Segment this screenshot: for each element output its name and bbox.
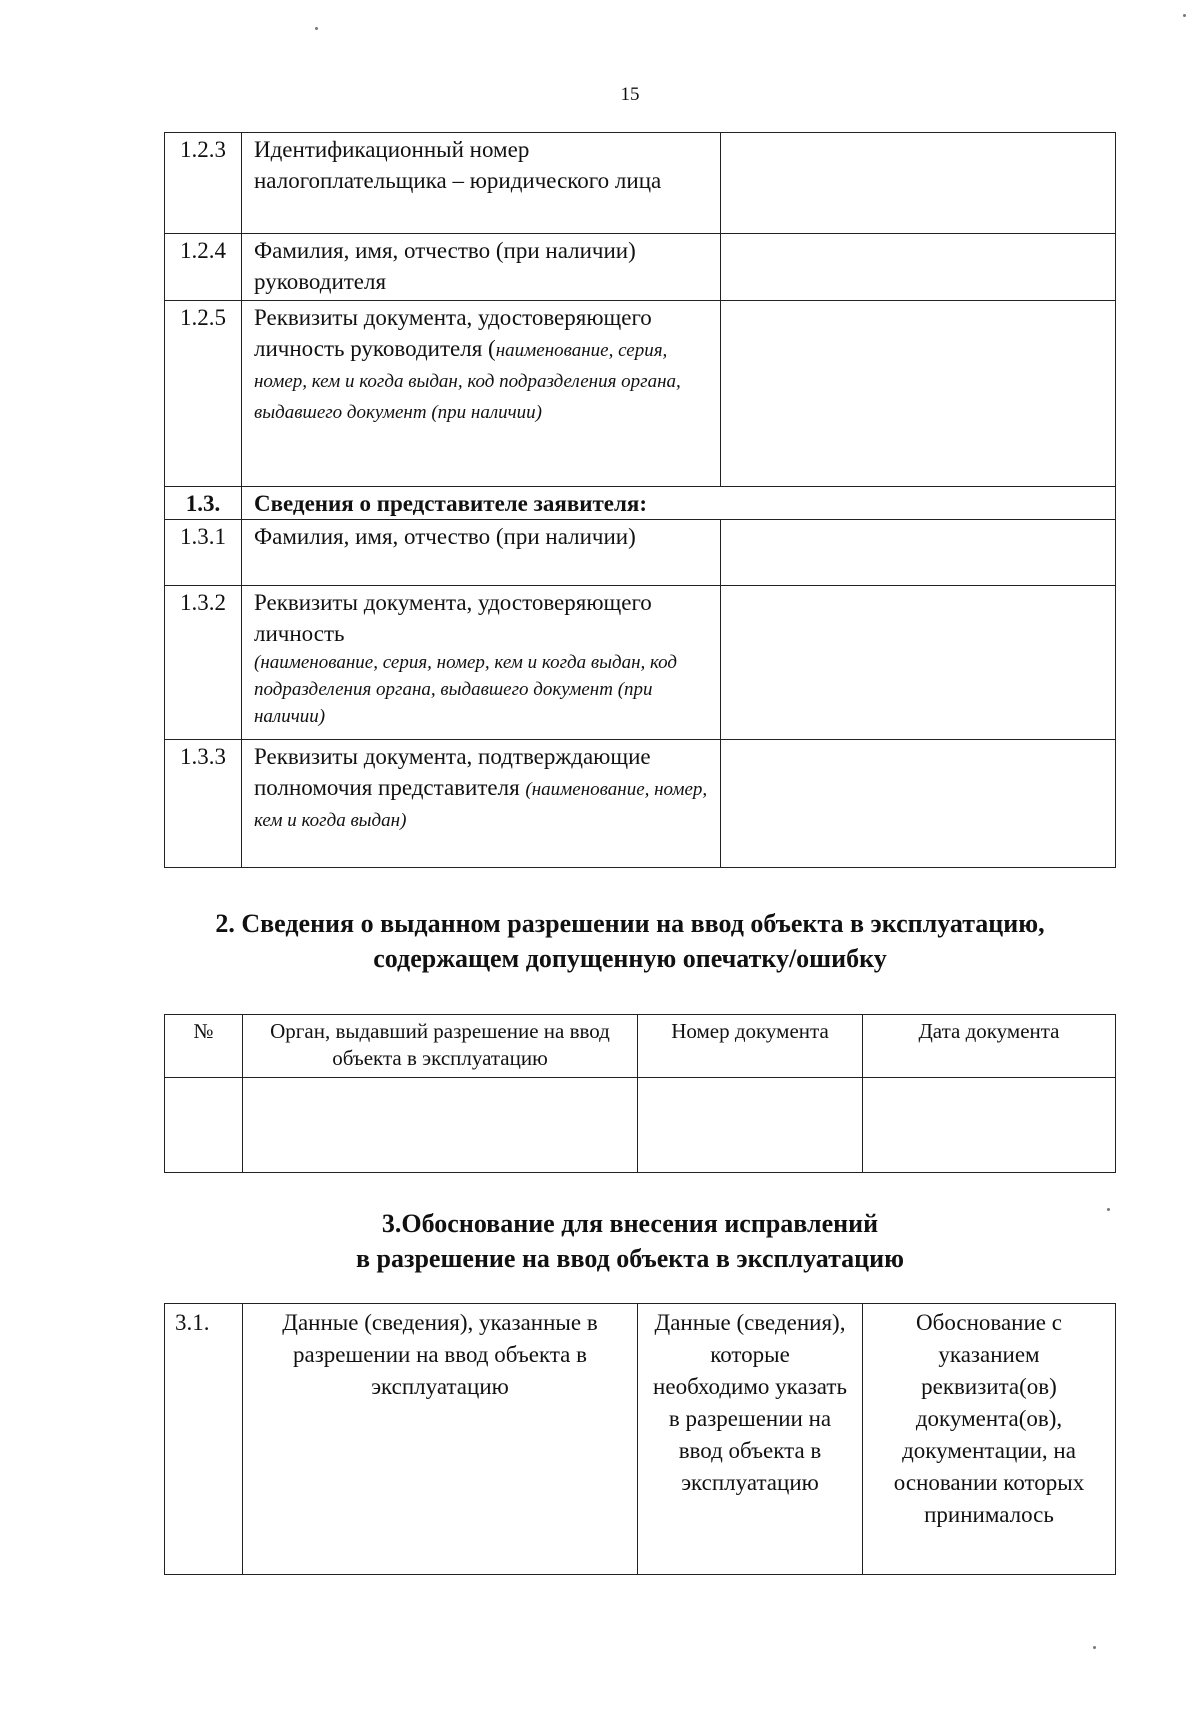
row-label-main: Фамилия, имя, отчество (при наличии)	[254, 524, 636, 549]
row-label	[242, 301, 721, 487]
authority-cell[interactable]	[243, 1078, 638, 1173]
section-number: 1.3.	[165, 487, 242, 520]
row-label: Идентификационный номер налогоплательщика – юридического лица	[242, 133, 721, 234]
row-number: 1.3.3	[165, 740, 242, 868]
row-label	[242, 740, 721, 868]
row-label	[242, 586, 721, 740]
table-row	[165, 301, 1116, 487]
row-label-note: наименование, серия, номер, кем и когда выдан, код подразделения органа, выдавшего документ (при наличии)	[254, 340, 681, 423]
section-2-heading-line1: 2. Сведения о выданном разрешении на ввод объекта в эксплуатацию,	[215, 909, 1045, 938]
row-number: 1.3.1	[165, 520, 242, 586]
row-label-main: Реквизиты документа, удостоверяющего личность руководителя (	[254, 305, 652, 361]
applicant-info-table	[164, 132, 1116, 868]
row-label-note: (наименование, серия, номер, кем и когда выдан, код подразделения органа, выдавшего документ (при наличии)	[254, 652, 678, 727]
column-header-doc-date: Дата документа	[863, 1015, 1116, 1078]
scan-speck	[315, 27, 318, 30]
section-3-heading	[0, 1206, 1200, 1276]
number-cell[interactable]	[165, 1078, 243, 1173]
row-label-main: Реквизиты документа, подтверждающие полномочия представителя	[254, 744, 651, 800]
table-row	[165, 586, 1116, 740]
correction-basis-table	[164, 1303, 1116, 1575]
section-3-heading-line2: в разрешение на ввод объекта в эксплуатацию	[356, 1244, 904, 1273]
row-number: 1.3.2	[165, 586, 242, 740]
row-label: Фамилия, имя, отчество (при наличии) руководителя	[242, 234, 721, 301]
column-header-number: №	[165, 1015, 243, 1078]
value-cell[interactable]	[721, 301, 1116, 487]
table-row	[165, 1078, 1116, 1173]
table-header-row	[165, 1015, 1116, 1078]
table-row	[165, 1304, 1116, 1575]
table-row	[165, 487, 1116, 520]
value-cell[interactable]	[721, 133, 1116, 234]
section-2-heading-line2: содержащем допущенную опечатку/ошибку	[373, 944, 887, 973]
value-cell[interactable]	[721, 586, 1116, 740]
section-3-heading-line1: 3.Обоснование для внесения исправлений	[381, 1209, 879, 1238]
table-row	[165, 234, 1116, 301]
doc-number-cell[interactable]	[638, 1078, 863, 1173]
row-label-main: Реквизиты документа, удостоверяющего личность	[254, 590, 652, 646]
value-cell[interactable]	[721, 234, 1116, 301]
scan-speck	[1183, 14, 1186, 17]
permit-info-table	[164, 1014, 1116, 1173]
column-header-authority: Орган, выдавший разрешение на ввод объекта в эксплуатацию	[243, 1015, 638, 1078]
column-header-existing-data: Данные (сведения), указанные в разрешении на ввод объекта в эксплуатацию	[243, 1304, 638, 1575]
value-cell[interactable]	[721, 740, 1116, 868]
row-label-note: (наименование, номер, кем и когда выдан)	[254, 779, 708, 831]
section-title: Сведения о представителе заявителя:	[242, 487, 1116, 520]
row-label	[242, 520, 721, 586]
section-2-heading	[0, 906, 1200, 976]
table-row	[165, 740, 1116, 868]
row-number: 1.2.3	[165, 133, 242, 234]
row-number: 1.2.4	[165, 234, 242, 301]
page-number: 15	[620, 84, 640, 105]
table-row	[165, 520, 1116, 586]
scan-speck	[1093, 1646, 1096, 1649]
value-cell[interactable]	[721, 520, 1116, 586]
column-header-new-data: Данные (сведения), которые необходимо указать в разрешении на ввод объекта в эксплуатацию	[638, 1304, 863, 1575]
column-header-justification: Обоснование с указанием реквизита(ов) документа(ов), документации, на основании которых принималось	[863, 1304, 1116, 1575]
column-header-doc-number: Номер документа	[638, 1015, 863, 1078]
row-number: 1.2.5	[165, 301, 242, 487]
doc-date-cell[interactable]	[863, 1078, 1116, 1173]
table-row	[165, 133, 1116, 234]
row-number: 3.1.	[165, 1304, 243, 1575]
scan-speck	[1107, 1208, 1110, 1211]
